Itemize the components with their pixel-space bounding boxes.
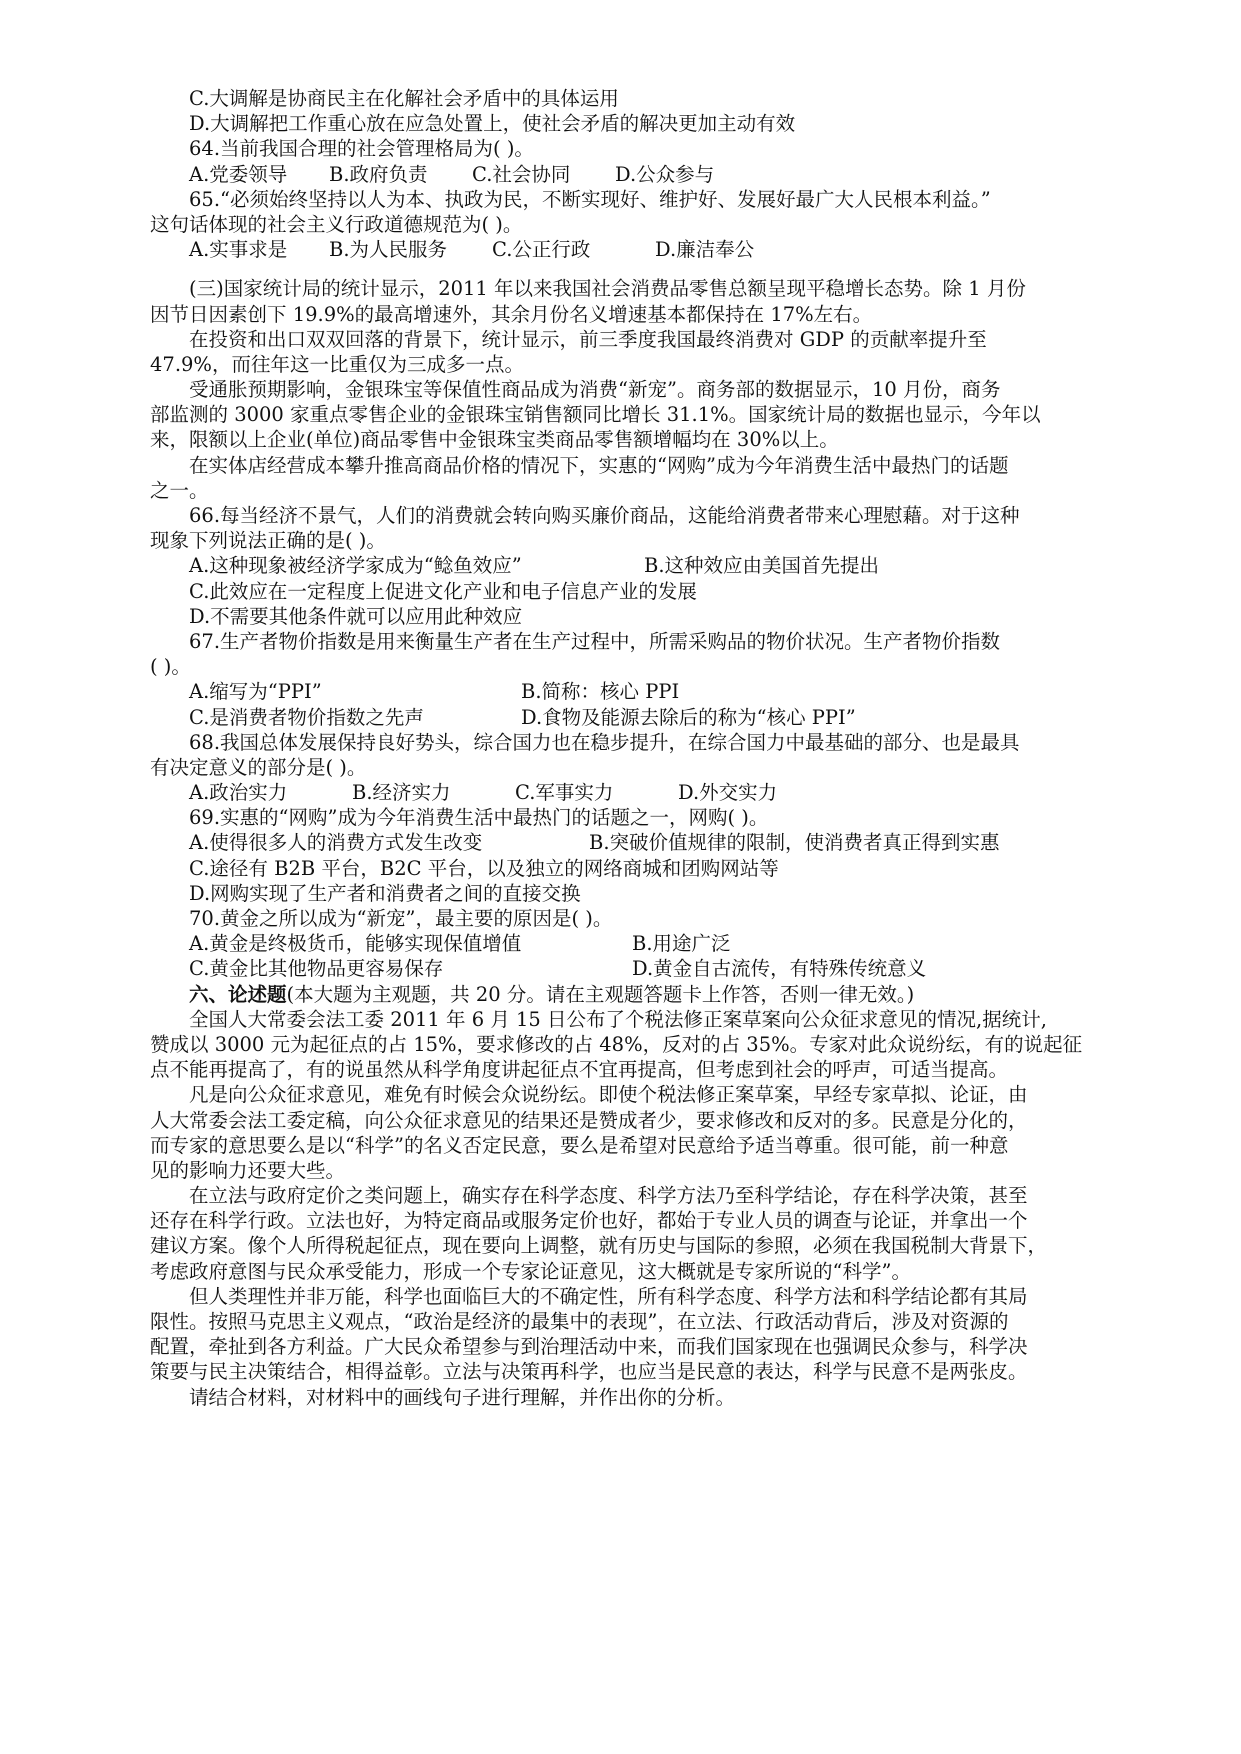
material-paragraph: 在实体店经营成本攀升推高商品价格的情况下，实惠的“网购”成为今年消费生活中最热门的话题	[189, 453, 1009, 477]
q67-stem-line2: ( )。	[150, 655, 191, 679]
q66-option-a: A.这种现象被经济学家成为“鲶鱼效应”	[189, 554, 522, 578]
q64-options	[150, 162, 1125, 187]
material-paragraph: 部监测的 3000 家重点零售企业的金银珠宝销售额同比增长 31.1%。国家统计局的数据也显示，今年以	[150, 403, 1041, 427]
q67-stem-line1: 67.生产者物价指数是用来衡量生产者在生产过程中，所需采购品的物价状况。生产者物价指数	[189, 629, 1001, 653]
q70-option-b: B.用途广泛	[632, 932, 731, 956]
q63-option-c: C.大调解是协商民主在化解社会矛盾中的具体运用	[189, 87, 619, 110]
essay-paragraph: 而专家的意思要么是以“科学”的名义否定民意，要么是希望对民意给予适当尊重。很可能，前一种意	[150, 1133, 1009, 1157]
q68-option-d: D.外交实力	[678, 781, 778, 805]
q69-option-c: C.途径有 B2B 平台，B2C 平台，以及独立的网络商城和团购网站等	[189, 856, 779, 880]
essay-paragraph: 考虑政府意图与民众承受能力，形成一个专家论证意见，这大概就是专家所说的“科学”。	[150, 1259, 911, 1283]
q67-options-cd	[150, 705, 1125, 730]
q70-options-ab	[150, 931, 1125, 956]
q66-stem-line2: 现象下列说法正确的是( )。	[150, 529, 386, 553]
q68-option-c: C.军事实力	[515, 781, 614, 805]
essay-heading: 六、论述题	[189, 982, 287, 1006]
essay-paragraph: 全国人大常委会法工委 2011 年 6 月 15 日公布了个税法修正案草案向公众征求意见的情况,据统计,	[189, 1007, 1047, 1031]
essay-paragraph: 策要与民主决策结合，相得益彰。立法与决策再科学，也应当是民意的表达，科学与民意不是两张皮。	[150, 1360, 1028, 1384]
material-paragraph: 受通胀预期影响，金银珠宝等保值性商品成为消费“新宠”。商务部的数据显示，10 月份，商务	[189, 378, 1001, 402]
essay-paragraph: 点不能再提高了，有的说虽然从科学角度讲起征点不宜再提高，但考虑到社会的呼声，可适当提高。	[150, 1058, 1009, 1082]
essay-paragraph: 凡是向公众征求意见，难免有时候会众说纷纭。即使个税法修正案草案，早经专家草拟、论证，由	[189, 1083, 1028, 1107]
q69-options-ab	[150, 830, 1125, 855]
q65-stem-line1: 65.“必须始终坚持以人为本、执政为民，不断实现好、维护好、发展好最广大人民根本利益。”	[189, 187, 991, 211]
material-paragraph: 因节日因素创下 19.9%的最高增速外，其余月份名义增速基本都保持在 17%左右。	[150, 302, 873, 326]
essay-paragraph: 配置，牵扯到各方利益。广大民众希望参与到治理活动中来，而我们国家现在也强调民众参与，科学决	[150, 1335, 1028, 1359]
q70-options-cd	[150, 956, 1125, 981]
essay-paragraph: 在立法与政府定价之类问题上，确实存在科学态度、科学方法乃至科学结论，存在科学决策，甚至	[189, 1184, 1028, 1208]
q67-option-a: A.缩写为“PPI”	[189, 680, 322, 704]
q69-option-b: B.突破价值规律的限制，使消费者真正得到实惠	[589, 831, 1000, 855]
q64-option-c: C.社会协同	[472, 162, 571, 186]
q65-option-c: C.公正行政	[492, 238, 591, 262]
q63-option-d: D.大调解把工作重心放在应急处置上，使社会矛盾的解决更加主动有效	[189, 112, 796, 136]
material-paragraph: 在投资和出口双双回落的背景下，统计显示，前三季度我国最终消费对 GDP 的贡献率提升至	[189, 327, 987, 351]
q66-stem-line1: 66.每当经济不景气，人们的消费就会转向购买廉价商品，这能给消费者带来心理慰藉。对于这种	[189, 504, 1020, 527]
q68-stem-line2: 有决定意义的部分是( )。	[150, 755, 367, 779]
q65-stem-line2: 这句话体现的社会主义行政道德规范为( )。	[150, 212, 523, 236]
essay-note: (本大题为主观题，共 20 分。请在主观题答题卡上作答，否则一律无效。)	[286, 982, 915, 1006]
q65-option-d: D.廉洁奉公	[655, 238, 755, 262]
q68-option-b: B.经济实力	[352, 781, 451, 805]
essay-paragraph: 赞成以 3000 元为起征点的占 15%，要求修改的占 48%，反对的占 35%。专家对此众说纷纭，有的说起征	[150, 1032, 1083, 1056]
q64-option-d: D.公众参与	[615, 162, 715, 186]
q66-option-d: D.不需要其他条件就可以应用此种效应	[189, 604, 523, 628]
material-paragraph: (三)国家统计局的统计显示，2011 年以来我国社会消费品零售总额呈现平稳增长态势。除 1 月份	[189, 277, 1026, 301]
q64-option-a: A.党委领导	[189, 162, 288, 186]
q69-stem: 69.实惠的“网购”成为今年消费生活中最热门的话题之一，网购( )。	[189, 806, 769, 830]
essay-task: 请结合材料，对材料中的画线句子进行理解，并作出你的分析。	[189, 1385, 736, 1409]
material-paragraph: 之一。	[150, 478, 209, 502]
essay-paragraph: 见的影响力还要大些。	[150, 1158, 346, 1182]
q69-option-d: D.网购实现了生产者和消费者之间的直接交换	[189, 881, 581, 905]
q68-option-a: A.政治实力	[189, 781, 288, 805]
essay-paragraph: 建议方案。像个人所得税起征点，现在要向上调整，就有历史与国际的参照，必须在我国税制大背景下，	[150, 1234, 1048, 1258]
q70-option-c: C.黄金比其他物品更容易保存	[189, 957, 444, 981]
q68-options	[150, 780, 1125, 805]
essay-paragraph: 限性。按照马克思主义观点，“政治是经济的最集中的表现”，在立法、行政活动背后，涉及对资源的	[150, 1310, 1009, 1333]
material-paragraph: 47.9%，而往年这一比重仅为三成多一点。	[150, 352, 524, 376]
q67-option-d: D.食物及能源去除后的称为“核心 PPI”	[521, 705, 856, 729]
essay-heading-line	[150, 982, 1125, 1007]
q68-stem-line1: 68.我国总体发展保持良好势头，综合国力也在稳步提升，在综合国力中最基础的部分、也是最具	[189, 730, 1020, 754]
q69-option-a: A.使得很多人的消费方式发生改变	[189, 831, 483, 855]
q67-options-ab	[150, 679, 1125, 704]
essay-paragraph: 人大常委会法工委定稿，向公众征求意见的结果还是赞成者少，要求修改和反对的多。民意是分化的，	[150, 1108, 1028, 1132]
q66-option-b: B.这种效应由美国首先提出	[644, 554, 880, 578]
document-page	[150, 86, 1125, 1410]
q66-option-c: C.此效应在一定程度上促进文化产业和电子信息产业的发展	[189, 579, 697, 603]
material-paragraph: 来，限额以上企业(单位)商品零售中金银珠宝类商品零售额增幅均在 30%以上。	[150, 428, 839, 452]
q67-option-c: C.是消费者物价指数之先声	[189, 705, 424, 729]
q70-option-d: D.黄金自古流传，有特殊传统意义	[632, 957, 927, 981]
q66-options-ab	[150, 553, 1125, 578]
q70-option-a: A.黄金是终极货币，能够实现保值增值	[189, 932, 522, 956]
q67-option-b: B.简称：核心 PPI	[521, 680, 680, 704]
q64-stem: 64.当前我国合理的社会管理格局为( )。	[189, 137, 534, 161]
essay-paragraph: 还存在科学行政。立法也好，为特定商品或服务定价也好，都始于专业人员的调查与论证，并拿出一个	[150, 1209, 1028, 1233]
q65-options	[150, 237, 1125, 262]
q64-option-b: B.政府负责	[329, 162, 428, 186]
essay-paragraph: 但人类理性并非万能，科学也面临巨大的不确定性，所有科学态度、科学方法和科学结论都有其局	[189, 1284, 1028, 1308]
q65-option-a: A.实事求是	[189, 238, 288, 262]
q65-option-b: B.为人民服务	[329, 238, 448, 262]
q70-stem: 70.黄金之所以成为“新宠”，最主要的原因是( )。	[189, 907, 613, 930]
